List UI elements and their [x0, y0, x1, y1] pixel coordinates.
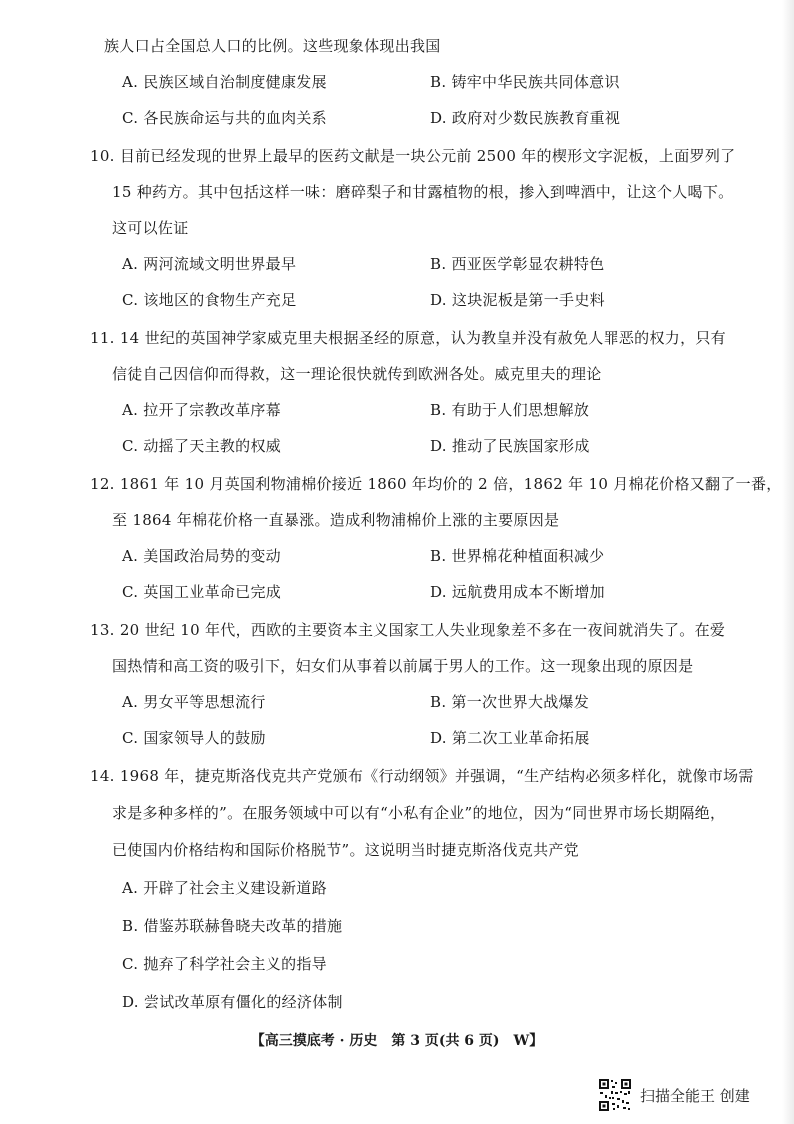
q13-stem-line-1: 13. 20 世纪 10 年代，西欧的主要资本主义国家工人失业现象差不多在一夜间就消失了。在爱	[90, 621, 726, 639]
q14-stem-line-3: 已使国内价格结构和国际价格脱节”。这说明当时捷克斯洛伐克共产党	[112, 841, 579, 859]
q12-option-a: A. 美国政治局势的变动	[122, 547, 281, 565]
q13-option-d: D. 第二次工业革命拓展	[430, 729, 590, 747]
q10-stem-line-2: 15 种药方。其中包括这样一味：磨碎梨子和甘露植物的根，掺入到啤酒中，让这个人喝下。	[112, 183, 734, 201]
q9-option-c: C. 各民族命运与共的血肉关系	[122, 109, 327, 127]
q14-option-a: A. 开辟了社会主义建设新道路	[122, 879, 327, 897]
q11-option-c: C. 动摇了天主教的权威	[122, 437, 282, 455]
q10-option-c: C. 该地区的食物生产充足	[122, 291, 297, 309]
q14-option-c: C. 抛弃了科学社会主义的指导	[122, 955, 327, 973]
q11-option-b: B. 有助于人们思想解放	[430, 401, 590, 419]
q12-stem-line-2: 至 1864 年棉花价格一直暴涨。造成利物浦棉价上涨的主要原因是	[112, 511, 560, 529]
q13-option-c: C. 国家领导人的鼓励	[122, 729, 266, 747]
q12-option-b: B. 世界棉花种植面积减少	[430, 547, 605, 565]
q11-option-a: A. 拉开了宗教改革序幕	[122, 401, 281, 419]
watermark-text: 扫描全能王 创建	[640, 1086, 750, 1105]
q12-option-c: C. 英国工业革命已完成	[122, 583, 282, 601]
q12-stem-line-1: 12. 1861 年 10 月英国利物浦棉价接近 1860 年均价的 2 倍，1862 年 10 月棉花价格又翻了一番，	[90, 475, 782, 493]
q10-option-b: B. 西亚医学彰显农耕特色	[430, 255, 605, 273]
q11-stem-line-2: 信徒自己因信仰而得救，这一理论很快就传到欧洲各处。威克里夫的理论	[112, 365, 602, 383]
q9-stem-line: 族人口占全国总人口的比例。这些现象体现出我国	[104, 37, 441, 55]
q13-stem-line-2: 国热情和高工资的吸引下，妇女们从事着以前属于男人的工作。这一现象出现的原因是	[112, 657, 694, 675]
q9-option-b: B. 铸牢中华民族共同体意识	[430, 73, 620, 91]
q10-stem-line-1: 10. 目前已经发现的世界上最早的医药文献是一块公元前 2500 年的楔形文字泥板，上面罗列了	[90, 147, 736, 165]
q14-stem-line-2: 求是多种多样的”。在服务领域中可以有“小私有企业”的地位，因为“同世界市场长期隔绝，	[112, 804, 726, 822]
q9-option-d: D. 政府对少数民族教育重视	[430, 109, 621, 127]
qr-code-icon	[598, 1078, 632, 1112]
q11-stem-line-1: 11. 14 世纪的英国神学家威克里夫根据圣经的原意，认为教皇并没有赦免人罪恶的权力，只有	[90, 329, 726, 347]
q12-option-d: D. 远航费用成本不断增加	[430, 583, 605, 601]
q14-option-b: B. 借鉴苏联赫鲁晓夫改革的措施	[122, 917, 343, 935]
scan-edge-shadow	[782, 0, 794, 1124]
scanner-watermark	[598, 1078, 750, 1112]
q10-option-d: D. 这块泥板是第一手史料	[430, 291, 605, 309]
q11-option-d: D. 推动了民族国家形成	[430, 437, 590, 455]
q14-option-d: D. 尝试改革原有僵化的经济体制	[122, 993, 343, 1011]
q13-option-b: B. 第一次世界大战爆发	[430, 693, 590, 711]
q9-option-a: A. 民族区域自治制度健康发展	[122, 73, 327, 91]
q10-stem-line-3: 这可以佐证	[112, 219, 189, 237]
q10-option-a: A. 两河流域文明世界最早	[122, 255, 297, 273]
q13-option-a: A. 男女平等思想流行	[122, 693, 266, 711]
page-footer: 【高三摸底考 · 历史 第 3 页(共 6 页) W】	[250, 1033, 544, 1049]
q14-stem-line-1: 14. 1968 年，捷克斯洛伐克共产党颁布《行动纲领》并强调，“生产结构必须多样化，就像市场需	[90, 767, 754, 785]
